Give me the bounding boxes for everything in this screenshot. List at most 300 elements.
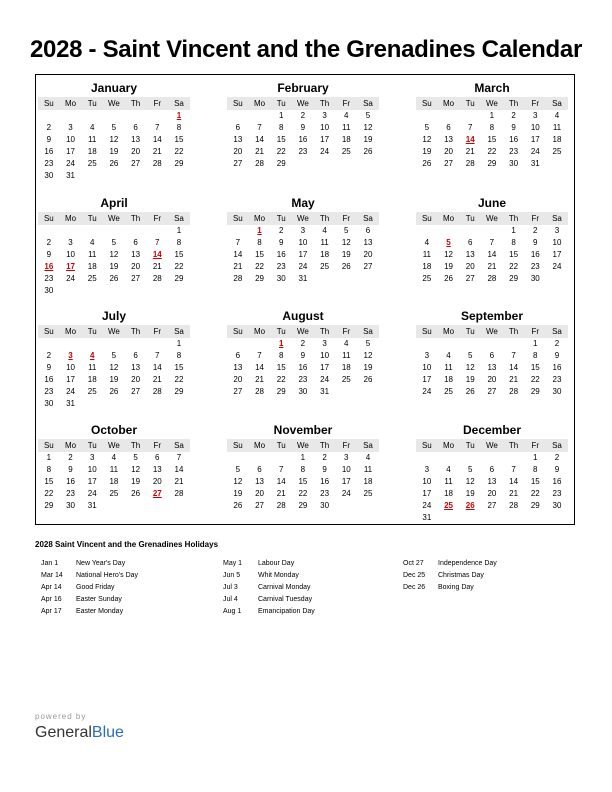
week-row [38,158,190,170]
day-cell: 6 [133,238,138,247]
day-cell [125,170,147,182]
day-cell: 1 [533,453,538,462]
weekday-label: Th [130,441,141,450]
day-cell: 1 [46,453,52,462]
page-title: 2028 - Saint Vincent and the Grenadines Calendar [29,36,582,63]
month-name: May [291,196,315,210]
day-cell: 6 [257,465,262,474]
week-row [38,374,190,386]
day-cell: 2 [300,111,306,120]
day-cell: 13 [465,250,475,259]
day-cell: 18 [109,477,119,486]
day-cell: 18 [422,262,432,271]
day-cell: 30 [552,387,562,396]
holiday-day-cell: 17 [66,262,75,271]
holiday-row [35,582,215,594]
day-cell [125,398,147,410]
day-cell: 5 [111,238,117,247]
weekday-label: Fr [342,327,351,336]
day-cell [459,110,481,122]
day-cell [227,452,249,464]
day-cell: 17 [66,147,75,156]
weekday-label: Fr [531,99,540,108]
day-cell [438,452,460,464]
week-row [227,249,379,261]
day-cell: 1 [278,111,284,120]
day-cell: 26 [422,159,432,168]
powered-by-label: powered by [35,712,87,721]
day-cell: 27 [255,501,264,510]
week-row [416,500,568,512]
day-cell: 26 [131,489,141,498]
day-cell: 22 [174,375,184,384]
day-cell: 8 [533,465,538,474]
day-cell: 30 [44,286,54,295]
day-cell [438,512,460,524]
day-cell [60,285,82,297]
day-cell: 16 [530,250,540,259]
week-row [38,362,190,374]
week-row [38,386,190,398]
day-cell: 30 [298,387,308,396]
week-row [416,476,568,488]
day-cell: 14 [233,250,243,259]
day-cell: 11 [109,465,119,474]
day-cell: 1 [176,339,182,348]
weekday-label: Sa [552,327,562,336]
weekday-header [227,212,379,225]
day-cell: 23 [530,262,540,271]
day-cell: 14 [174,465,184,474]
day-cell [357,386,379,398]
day-cell [81,338,103,350]
day-cell: 16 [44,375,54,384]
weekday-label: Su [232,441,243,450]
day-cell: 21 [255,375,264,384]
weekday-label: Su [421,99,432,108]
day-cell [438,225,460,237]
week-row [38,122,190,134]
weekday-label: Tu [87,99,97,108]
holiday-day-cell: 1 [176,111,182,120]
week-row [416,512,568,524]
weekday-label: Th [508,99,519,108]
day-cell: 14 [152,363,162,372]
day-cell: 17 [66,375,75,384]
day-cell [416,225,438,237]
weekday-label: Tu [276,214,286,223]
holiday-name: New Year's Day [76,560,126,567]
day-cell: 30 [552,501,562,510]
day-cell: 22 [487,147,497,156]
holiday-column [217,558,397,618]
day-cell [357,273,379,285]
day-cell: 25 [552,147,562,156]
weekday-label: Th [130,99,141,108]
holiday-row [217,558,397,570]
weekday-label: Tu [87,214,97,223]
day-cell: 18 [87,262,97,271]
day-cell [125,225,147,237]
day-cell: 30 [276,274,286,283]
weekday-label: Sa [552,99,562,108]
month-august [227,309,379,398]
day-cell: 22 [509,262,519,271]
day-cell: 25 [320,262,330,271]
day-cell: 7 [155,351,160,360]
day-cell: 31 [530,159,540,168]
day-cell: 10 [66,135,75,144]
day-cell: 11 [88,250,97,259]
day-cell [503,452,525,464]
day-cell [125,110,147,122]
day-cell: 3 [89,453,95,462]
day-cell [438,338,460,350]
day-cell: 2 [278,226,284,235]
day-cell: 11 [422,250,431,259]
day-cell: 7 [467,123,473,132]
day-cell: 22 [530,489,540,498]
day-cell [103,338,125,350]
day-cell: 28 [255,159,264,168]
day-cell: 18 [320,250,330,259]
day-cell: 12 [233,477,243,486]
day-cell: 9 [46,135,52,144]
day-cell: 5 [365,111,371,120]
day-cell [481,512,503,524]
day-cell: 12 [422,135,432,144]
day-cell [335,500,357,512]
day-cell: 22 [174,147,184,156]
day-cell: 6 [235,123,241,132]
weekday-label: Mo [442,214,455,223]
day-cell: 17 [530,135,540,144]
day-cell: 19 [109,147,119,156]
day-cell: 28 [276,501,286,510]
day-cell: 22 [276,147,286,156]
day-cell [438,110,460,122]
weekday-header [38,325,190,338]
weekday-label: Tu [87,327,97,336]
day-cell: 29 [174,274,184,283]
day-cell: 13 [487,363,497,372]
weekday-label: Mo [253,327,266,336]
week-row [416,362,568,374]
month-name: December [462,423,522,437]
day-cell: 25 [87,159,97,168]
day-cell: 22 [44,489,54,498]
week-row [38,146,190,158]
weekday-label: We [485,327,498,336]
day-cell: 21 [152,147,162,156]
day-cell: 14 [255,363,264,372]
day-cell: 23 [44,274,54,283]
day-cell: 9 [46,363,52,372]
weekday-label: We [107,214,120,223]
day-cell [146,110,168,122]
holiday-name: National Hero's Day [76,572,139,579]
week-row [227,146,379,158]
day-cell [416,338,438,350]
weekday-label: Th [319,99,330,108]
day-cell: 17 [298,250,308,259]
weekday-label: We [485,214,498,223]
day-cell: 19 [465,489,475,498]
day-cell: 11 [444,477,453,486]
day-cell [146,225,168,237]
day-cell: 8 [257,238,262,247]
day-cell [459,338,481,350]
day-cell: 13 [444,135,453,144]
day-cell [314,158,336,170]
day-cell: 5 [111,351,117,360]
day-cell: 21 [233,262,243,271]
day-cell: 13 [487,477,497,486]
holiday-name: Carnival Monday [258,584,311,591]
day-cell: 2 [554,339,560,348]
day-cell: 15 [276,363,286,372]
day-cell: 22 [298,489,308,498]
day-cell [81,110,103,122]
day-cell: 12 [341,238,351,247]
day-cell: 28 [255,387,264,396]
week-row [227,261,379,273]
day-cell: 7 [257,123,262,132]
month-june [416,196,568,285]
month-name: November [273,423,333,437]
month-name: March [474,81,510,95]
day-cell: 29 [276,159,286,168]
week-row [38,237,190,249]
week-row [38,488,190,500]
weekday-label: Th [508,441,519,450]
weekday-label: Su [232,327,243,336]
day-cell: 29 [509,274,519,283]
month-name: August [282,309,324,323]
day-cell: 9 [533,238,538,247]
holiday-column [397,558,577,594]
day-cell: 21 [509,489,519,498]
day-cell [81,398,103,410]
day-cell [146,170,168,182]
day-cell [481,225,503,237]
holiday-row [35,594,215,606]
day-cell: 20 [131,147,141,156]
day-cell: 15 [174,135,184,144]
weekday-label: Tu [276,99,286,108]
day-cell: 4 [446,351,451,360]
day-cell: 12 [131,465,141,474]
day-cell: 7 [155,123,160,132]
weekday-label: Fr [531,327,540,336]
day-cell: 12 [363,123,373,132]
weekday-header [416,212,568,225]
week-row [38,350,190,362]
holiday-date: Apr 14 [41,584,62,591]
day-cell: 15 [298,477,308,486]
day-cell: 25 [87,274,97,283]
day-cell: 8 [278,123,284,132]
day-cell [103,225,125,237]
day-cell: 27 [465,274,475,283]
day-cell: 9 [322,465,327,474]
day-cell: 15 [276,135,286,144]
weekday-label: Mo [253,99,266,108]
week-row [227,350,379,362]
month-name: September [460,309,524,323]
day-cell: 16 [66,477,75,486]
day-cell: 26 [109,159,119,168]
holiday-date: Aug 1 [223,608,242,615]
day-cell: 1 [511,226,516,235]
weekday-label: Tu [465,327,475,336]
day-cell: 24 [422,501,432,510]
day-cell [38,110,60,122]
day-cell: 16 [509,135,519,144]
day-cell: 8 [176,238,182,247]
weekday-label: Su [43,214,54,223]
weekday-label: We [296,327,309,336]
day-cell: 31 [422,513,432,522]
logo-text-blue: Blue [91,724,124,741]
day-cell [249,338,271,350]
day-cell: 3 [424,465,430,474]
day-cell: 29 [276,387,286,396]
week-row [38,134,190,146]
day-cell: 20 [131,262,141,271]
holiday-row [35,570,215,582]
day-cell [357,500,379,512]
day-cell [546,273,568,285]
weekday-label: Sa [363,441,373,450]
day-cell [146,285,168,297]
week-row [416,452,568,464]
weekday-label: Tu [87,441,97,450]
weekday-label: Sa [363,214,373,223]
day-cell: 6 [489,465,495,474]
day-cell: 3 [322,111,327,120]
weekday-label: Th [130,214,141,223]
day-cell: 15 [509,250,519,259]
weekday-label: Mo [442,99,455,108]
weekday-label: We [485,99,498,108]
week-row [38,225,190,237]
week-row [416,338,568,350]
weekday-label: Tu [465,214,475,223]
day-cell: 16 [552,363,562,372]
weekday-label: We [107,327,120,336]
holiday-name: Labour Day [258,560,295,567]
day-cell: 7 [176,453,182,462]
day-cell: 10 [530,123,540,132]
week-row [227,158,379,170]
day-cell: 23 [44,159,54,168]
day-cell [227,225,249,237]
day-cell: 10 [320,351,330,360]
week-row [416,158,568,170]
week-row [38,261,190,273]
day-cell: 10 [87,465,97,474]
weekday-label: Su [43,441,54,450]
month-march [416,81,568,170]
day-cell: 8 [489,123,495,132]
day-cell: 19 [363,135,373,144]
day-cell: 24 [66,274,75,283]
day-cell [81,285,103,297]
day-cell: 10 [66,363,75,372]
month-name: January [90,81,138,95]
day-cell: 21 [276,489,286,498]
day-cell: 11 [88,363,97,372]
holiday-day-cell: 26 [465,501,475,510]
week-row [416,374,568,386]
day-cell: 13 [255,477,264,486]
day-cell: 6 [133,351,138,360]
day-cell: 8 [533,351,538,360]
holiday-day-cell: 4 [89,351,95,360]
day-cell: 14 [255,135,264,144]
day-cell: 29 [487,159,497,168]
week-row [227,237,379,249]
day-cell: 19 [363,363,373,372]
weekday-label: Fr [153,327,162,336]
day-cell [481,338,503,350]
day-cell: 13 [131,363,141,372]
weekday-label: We [296,214,309,223]
week-row [227,386,379,398]
day-cell: 20 [152,477,162,486]
weekday-label: Th [508,327,519,336]
day-cell: 26 [444,274,453,283]
day-cell: 26 [109,387,119,396]
generalblue-logo[interactable] [35,724,124,742]
weekday-label: Tu [276,327,286,336]
day-cell: 5 [424,123,430,132]
day-cell: 10 [422,477,432,486]
holiday-name: Emancipation Day [258,608,315,615]
day-cell: 12 [444,250,453,259]
day-cell [335,386,357,398]
week-row [416,273,568,285]
day-cell: 3 [68,238,73,247]
week-row [416,386,568,398]
day-cell: 8 [176,123,182,132]
day-cell [125,338,147,350]
day-cell: 4 [89,238,95,247]
day-cell: 11 [88,135,97,144]
day-cell: 4 [554,111,560,120]
day-cell: 6 [446,123,451,132]
day-cell: 28 [152,159,162,168]
weekday-label: Sa [174,441,184,450]
week-row [416,249,568,261]
day-cell: 17 [341,477,351,486]
holiday-name: Christmas Day [438,572,484,579]
day-cell: 31 [66,399,75,408]
day-cell: 16 [276,250,286,259]
weekday-label: Mo [64,99,77,108]
day-cell: 9 [46,250,52,259]
holiday-date: Dec 25 [403,572,426,579]
day-cell: 18 [444,489,453,498]
weekday-label: Mo [253,441,266,450]
day-cell [60,338,82,350]
holiday-row [217,570,397,582]
holiday-name: Boxing Day [438,584,474,591]
week-row [416,110,568,122]
day-cell [103,170,125,182]
week-row [38,249,190,261]
